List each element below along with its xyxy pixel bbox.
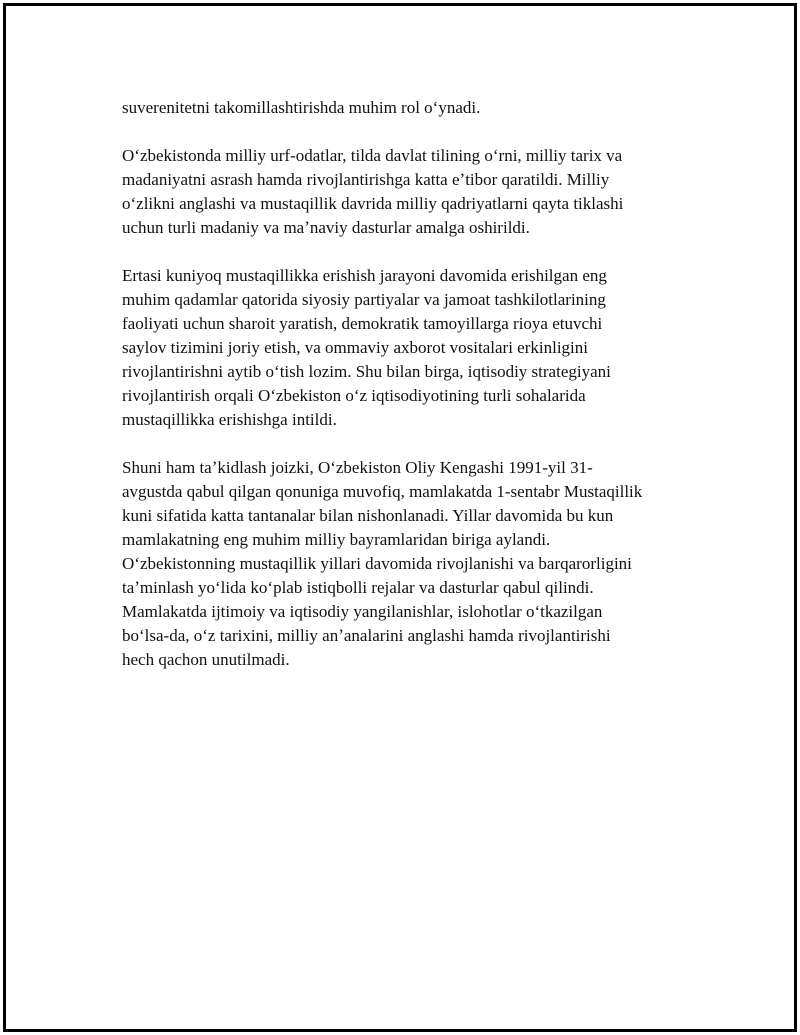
text-line: madaniyatni asrash hamda rivojlantirishga katta eʼtibor qaratildi. Milliy [122, 170, 610, 189]
text-line: taʼminlash yoʻlida koʻplab istiqbolli rejalar va dasturlar qabul qilindi. [122, 578, 594, 597]
text-line: avgustda qabul qilgan qonuniga muvofiq, mamlakatda 1-sentabr Mustaqillik [122, 482, 643, 501]
text-line: saylov tizimini joriy etish, va ommaviy axborot vositalari erkinligini [122, 338, 589, 357]
text-line: uchun turli madaniy va maʼnaviy dasturlar amalga oshirildi. [122, 218, 530, 237]
text-line: Mamlakatda ijtimoiy va iqtisodiy yangilanishlar, islohotlar oʻtkazilgan [122, 602, 603, 621]
text-line: kuni sifatida katta tantanalar bilan nishonlanadi. Yillar davomida bu kun [122, 506, 614, 525]
text-line: rivojlantirish orqali Oʻzbekiston oʻz iqtisodiyotining turli sohalarida [122, 386, 586, 405]
document-body [122, 96, 682, 696]
paragraph-3 [122, 264, 682, 432]
text-line: Ertasi kuniyoq mustaqillikka erishish jarayoni davomida erishilgan eng [122, 266, 607, 285]
text-line: Shuni ham taʼkidlash joizki, Oʻzbekiston Oliy Kengashi 1991-yil 31- [122, 458, 593, 477]
paragraph-4 [122, 456, 682, 672]
text-line: faoliyati uchun sharoit yaratish, demokratik tamoyillarga rioya etuvchi [122, 314, 603, 333]
text-line: Oʻzbekistonning mustaqillik yillari davomida rivojlanishi va barqarorligini [122, 554, 632, 573]
paragraph-2 [122, 144, 682, 240]
paragraph-1 [122, 96, 682, 120]
text-line: oʻzlikni anglashi va mustaqillik davrida milliy qadriyatlarni qayta tiklashi [122, 194, 624, 213]
text-line: hech qachon unutilmadi. [122, 650, 290, 669]
text-line: mamlakatning eng muhim milliy bayramlaridan biriga aylandi. [122, 530, 551, 549]
text-line: mustaqillikka erishishga intildi. [122, 410, 337, 429]
text-line: rivojlantirishni aytib oʻtish lozim. Shu bilan birga, iqtisodiy strategiyani [122, 362, 611, 381]
text-line: suverenitetni takomillashtirishda muhim rol oʻynadi. [122, 98, 481, 117]
text-line: muhim qadamlar qatorida siyosiy partiyalar va jamoat tashkilotlarining [122, 290, 606, 309]
text-line: Oʻzbekistonda milliy urf-odatlar, tilda davlat tilining oʻrni, milliy tarix va [122, 146, 623, 165]
page-border [3, 3, 797, 1032]
text-line: boʻlsa-da, oʻz tarixini, milliy anʼanalarini anglashi hamda rivojlantirishi [122, 626, 611, 645]
